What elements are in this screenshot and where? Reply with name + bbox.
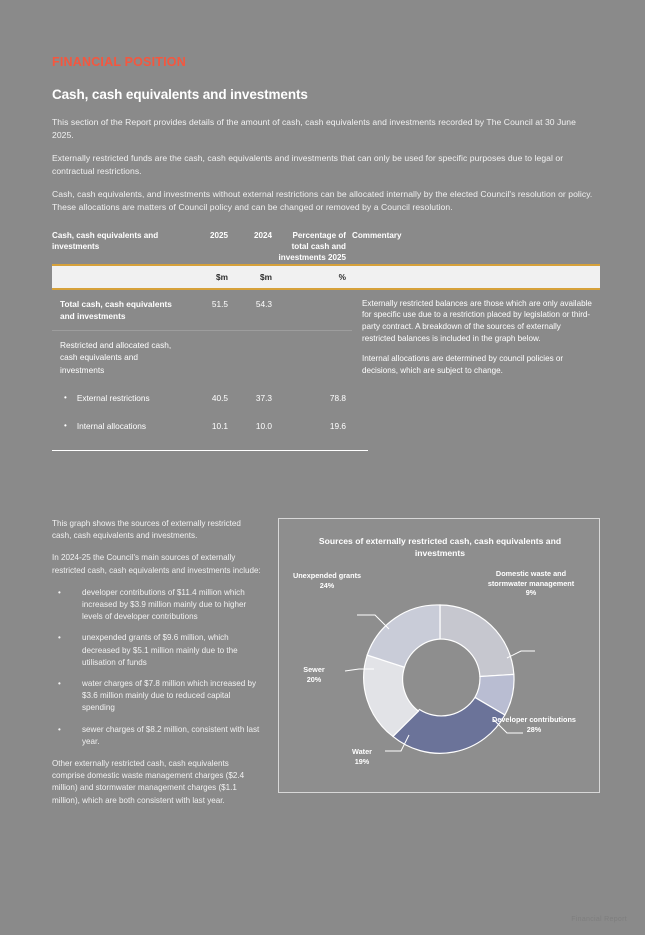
units-percentage: % [278, 265, 352, 289]
chart-explanation-column [52, 518, 262, 817]
intro-paragraph-1: This section of the Report provides details of the amount of cash, cash equivalents and investments recorded by The Council at 30 June 2025. [52, 117, 576, 140]
commentary-paragraph-1: Externally restricted balances are those which are only available for specific use due to a restriction placed by legislation or third-party contract. A breakdown of the sources of externally restricted balances is included in the graph below. [362, 298, 592, 343]
row-value-pct-external: 78.8 [329, 392, 346, 403]
row-value-2025-internal: 10.1 [211, 421, 228, 431]
section-label: FINANCIAL POSITION [52, 55, 186, 69]
row-label-internal-allocations-text: Internal allocations [76, 421, 146, 431]
chart-value-water: 19% [354, 756, 370, 766]
row-value-2024-internal: 10.0 [255, 421, 272, 431]
chart-label-water-text: Water [351, 747, 372, 756]
document-content [52, 55, 600, 451]
table-units-row [52, 265, 600, 289]
financial-table-wrapper [52, 230, 600, 452]
row-label-restricted-allocated: Restricted and allocated cash, cash equivalents and investments [52, 331, 190, 384]
column-header-label: Cash, cash equivalents and investments [52, 230, 159, 251]
list-item: • unexpended grants of $9.6 million, which decreased by $5.1 million mainly due to the utilisation of funds [52, 632, 262, 669]
chart-label-sewer-text: Sewer [303, 665, 325, 674]
column-header-percentage: Percentage of total cash and investments 2025 [278, 230, 346, 263]
row-value-pct-internal: 19.6 [329, 421, 346, 431]
row-value-2025-external: 40.5 [211, 392, 228, 403]
row-label-external-restrictions-text: External restrictions [76, 392, 150, 403]
row-value-pct-total [278, 289, 352, 331]
chart-value-domestic-waste: 9% [525, 588, 537, 598]
chart-label-sewer [281, 665, 347, 684]
row-value-2024-restricted [234, 331, 278, 384]
units-commentary [352, 265, 600, 289]
column-header-2024: 2024 [253, 230, 272, 240]
units-2024: $m [234, 265, 278, 289]
column-header-commentary: Commentary [352, 230, 402, 240]
list-item: • sewer charges of $8.2 million, consistent with last year. [52, 724, 262, 748]
table-bottom-divider [52, 450, 368, 451]
sources-bullet-list [52, 587, 262, 748]
chart-value-sewer: 20% [306, 674, 322, 684]
chart-value-unexpended-grants: 24% [319, 580, 335, 590]
financial-table [52, 230, 600, 441]
lower-section [52, 518, 600, 817]
chart-explanation-paragraph-1: This graph shows the sources of externally restricted cash, cash equivalents and investments. [52, 519, 241, 541]
row-label-internal-allocations-cell [52, 412, 190, 440]
intro-paragraph-2: Externally restricted funds are the cash, cash equivalents and investments that can only be used for specific purposes due to legal or contractual restrictions. [52, 153, 564, 176]
row-label-external-restrictions-cell [52, 384, 190, 412]
row-label-internal-allocations [60, 420, 184, 432]
table-header-row [52, 230, 600, 265]
row-value-2024-total: 54.3 [255, 298, 272, 309]
chart-closing-paragraph: Other externally restricted cash, cash equivalents comprise domestic waste management charges ($2.4 million) and stormwater management charges ($1.1 million), which are both consistent with last year. [52, 759, 245, 805]
units-2025: $m [190, 265, 234, 289]
chart-label-water [327, 747, 397, 766]
row-label-total: Total cash, cash equivalents and investments [60, 298, 172, 321]
slice-sewer [367, 605, 440, 667]
bullet-dot-icon: • [64, 421, 67, 430]
chart-label-domestic-waste [485, 569, 577, 598]
chart-label-developer-contributions [491, 715, 577, 734]
chart-label-unexpended-grants [285, 571, 369, 590]
page-footer: Financial Report [571, 916, 627, 923]
table-row [52, 289, 600, 331]
chart-label-unexpended-grants-text: Unexpended grants [292, 571, 362, 580]
commentary-cell [352, 289, 600, 440]
row-value-2025-total: 51.5 [211, 298, 228, 309]
chart-title: Sources of externally restricted cash, cash equivalents and investments [318, 536, 562, 558]
row-value-2025-restricted [190, 331, 234, 384]
units-label [52, 265, 190, 289]
chart-value-developer-contributions: 28% [526, 724, 542, 734]
chart-explanation-paragraph-2: In 2024-25 the Council's main sources of externally restricted cash, cash equivalents and investments include: [52, 553, 261, 575]
row-label-external-restrictions [60, 392, 184, 404]
slice-unexpended-grants [440, 605, 514, 677]
list-item: • developer contributions of $11.4 million which increased by $3.9 million mainly due to higher levels of developer contributions [52, 587, 262, 624]
chart-label-domestic-waste-text: Domestic waste and stormwater management [487, 569, 575, 588]
chart-label-developer-contributions-text: Developer contributions [492, 715, 576, 724]
donut-chart-panel [278, 518, 600, 793]
column-header-2025: 2025 [209, 230, 228, 240]
list-item: • water charges of $7.8 million which increased by $3.6 million mainly due to reduced capital spending [52, 678, 262, 715]
bullet-dot-icon: • [64, 392, 67, 402]
row-value-2024-external: 37.3 [255, 392, 272, 403]
page-title: Cash, cash equivalents and investments [52, 87, 308, 102]
intro-paragraph-3: Cash, cash equivalents, and investments without external restrictions can be allocated internally by the elected Council's resolution or policy. These allocations are matters of Council policy and can be changed or removed by a Council resolution. [52, 189, 593, 212]
row-value-pct-restricted [278, 331, 352, 384]
commentary-paragraph-2: Internal allocations are determined by council policies or decisions, which are subject to change. [362, 354, 564, 375]
